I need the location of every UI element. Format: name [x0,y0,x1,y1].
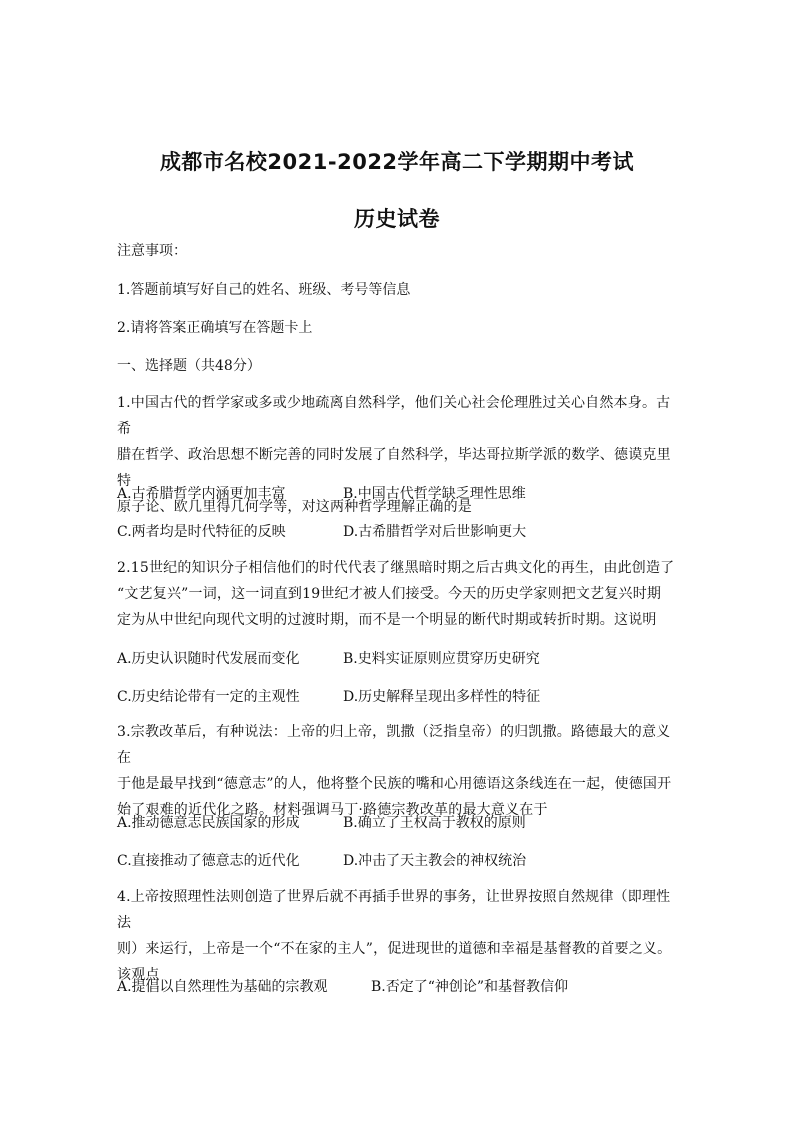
question-line: 定为从中世纪向现代文明的过渡时期，而不是一个明显的断代时期或转折时期。这说明 [117,612,657,628]
notice-item: 2.请将答案正确填写在答题卡上 [117,320,313,336]
question-line: 1.中国古代的哲学家或多或少地疏离自然科学，他们关心社会伦理胜过关心自然本身。古希 [117,395,671,437]
question-1-option-b: B.中国古代哲学缺乏理性思维 [343,486,526,502]
question-3-option-a: A.推动德意志民族国家的形成 [117,815,300,831]
exam-title: 成都市名校2021-2022学年高二下学期期中考试 [159,150,635,174]
notice-item: 1.答题前填写好自己的姓名、班级、考号等信息 [117,282,411,298]
question-4-option-a: A.提倡以自然理性为基础的宗教观 [117,979,328,995]
question-2-stem [117,555,682,633]
question-4-option-b: B.否定了“神创论”和基督教信仰 [371,979,569,995]
notice-heading: 注意事项： [117,243,187,259]
question-3-option-b: B.确立了王权高于教权的原则 [343,815,526,831]
question-4-stem [117,884,682,988]
question-line: 腊在哲学、政治思想不断完善的同时发展了自然科学，毕达哥拉斯学派的数学、德谟克里特 [117,447,671,489]
question-2-option-b: B.史料实证原则应贯穿历史研究 [343,651,540,667]
question-3-stem [117,719,682,823]
question-3-option-c: C.直接推动了德意志的近代化 [117,853,300,869]
exam-subtitle: 历史试卷 [354,207,440,231]
question-2-option-d: D.历史解释呈现出多样性的特征 [343,689,541,705]
question-line: 则）来运行，上帝是一个“不在家的主人”，促进现世的道德和幸福是基督教的首要之义。 [117,941,672,957]
question-1-option-a: A.古希腊哲学内涵更加丰富 [117,486,286,502]
question-1-option-d: D.古希腊哲学对后世影响更大 [343,524,527,540]
question-line: 该观点 [117,967,160,983]
question-line: “文艺复兴”一词，这一词直到19世纪才被人们接受。今天的历史学家则把文艺复兴时期 [117,586,662,602]
question-2-option-c: C.历史结论带有一定的主观性 [117,689,300,705]
question-2-option-a: A.历史认识随时代发展而变化 [117,651,300,667]
question-line: 2.15世纪的知识分子相信他们的时代代表了继黑暗时期之后古典文化的再生，由此创造了 [117,560,675,576]
question-line: 始了艰难的近代化之路。材料强调马丁·路德宗教改革的最大意义在于 [117,802,548,818]
section-heading: 一、选择题（共48分） [117,358,261,374]
question-3-option-d: D.冲击了天主教会的神权统治 [343,853,527,869]
question-1-option-c: C.两者均是时代特征的反映 [117,524,286,540]
question-line: 原子论、欧几里得几何学等，对这两种哲学理解正确的是 [117,499,472,515]
question-line: 3.宗教改革后，有种说法：上帝的归上帝，凯撒（泛指皇帝）的归凯撒。路德最大的意义在 [117,724,671,766]
question-line: 于他是最早找到“德意志”的人，他将整个民族的嘴和心用德语这条线连在一起，使德国开 [117,776,672,792]
question-line: 4.上帝按照理性法则创造了世界后就不再插手世界的事务，让世界按照自然规律（即理性法 [117,889,671,931]
